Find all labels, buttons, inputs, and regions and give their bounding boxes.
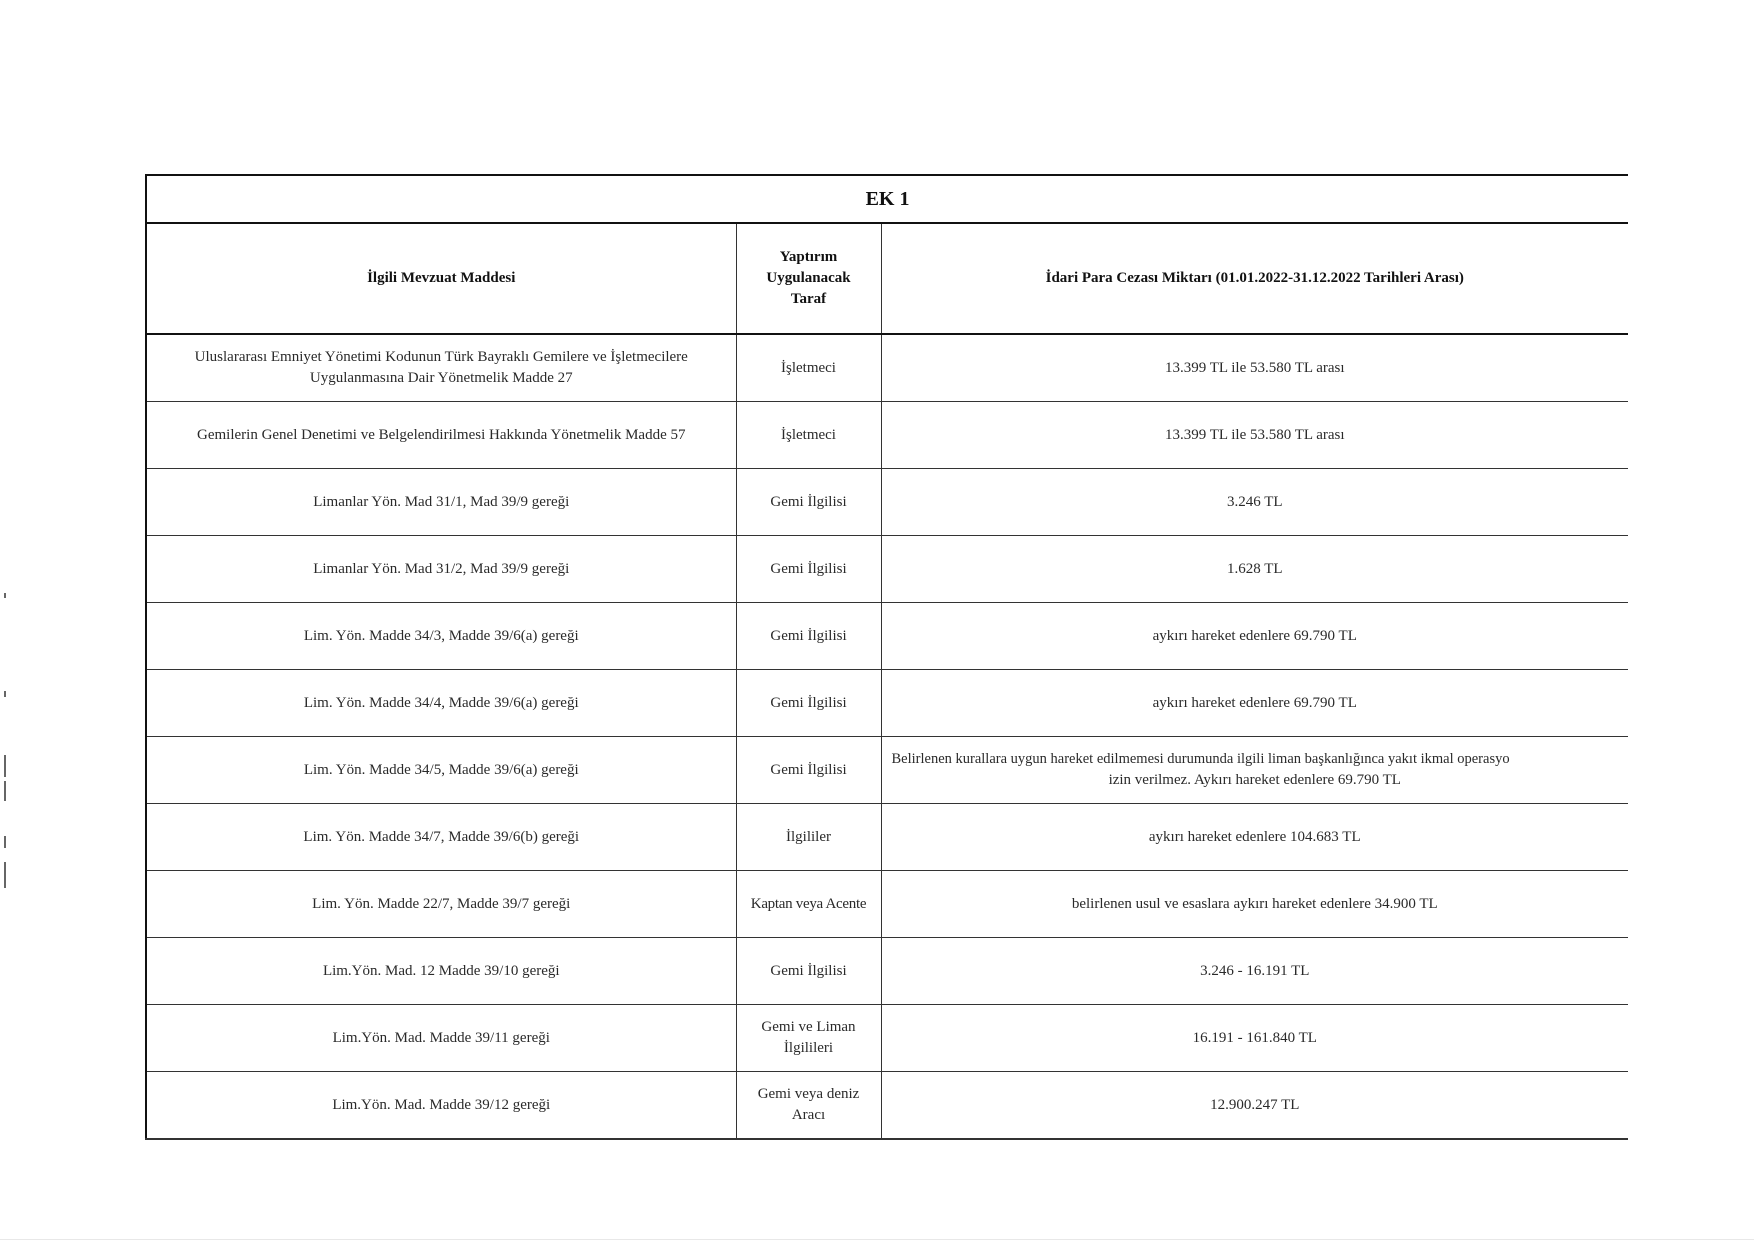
amount-cell: 3.246 TL [881, 469, 1628, 536]
party-cell: Gemi İlgilisi [736, 603, 881, 670]
amount-cell: 1.628 TL [881, 536, 1628, 603]
penalty-table [145, 174, 1628, 1140]
table-header-row [146, 223, 1628, 334]
header-amount: İdari Para Cezası Miktarı (01.01.2022-31.12.2022 Tarihleri Arası) [881, 223, 1628, 334]
regulation-cell: Lim.Yön. Mad. Madde 39/12 gereği [146, 1072, 736, 1140]
regulation-cell: Lim. Yön. Madde 34/3, Madde 39/6(a) gereği [146, 603, 736, 670]
regulation-cell: Lim. Yön. Madde 34/7, Madde 39/6(b) gereği [146, 804, 736, 871]
regulation-cell: Lim.Yön. Mad. Madde 39/11 gereği [146, 1005, 736, 1072]
party-cell: İlgililer [736, 804, 881, 871]
party-cell: Gemi İlgilisi [736, 469, 881, 536]
amount-cell: 12.900.247 TL [881, 1072, 1628, 1140]
party-cell: Gemi İlgilisi [736, 737, 881, 804]
party-cell: Gemi İlgilisi [736, 536, 881, 603]
table-row [146, 334, 1628, 402]
scan-mark [4, 755, 6, 777]
party-cell: Gemi İlgilisi [736, 670, 881, 737]
party-cell: İşletmeci [736, 334, 881, 402]
scan-mark [4, 781, 6, 801]
table-title-row [146, 175, 1628, 223]
table-row [146, 1072, 1628, 1140]
party-cell: Gemi veya deniz Aracı [736, 1072, 881, 1140]
table-row [146, 402, 1628, 469]
amount-cell: 13.399 TL ile 53.580 TL arası [881, 334, 1628, 402]
header-regulation: İlgili Mevzuat Maddesi [146, 223, 736, 334]
amount-line-2: izin verilmez. Aykırı hareket edenlere 69.790 TL [1108, 772, 1401, 788]
regulation-cell: Uluslararası Emniyet Yönetimi Kodunun Türk Bayraklı Gemilere ve İşletmecilere Uygulanmasına Dair Yönetmelik Madde 27 [146, 334, 736, 402]
regulation-cell: Lim. Yön. Madde 34/5, Madde 39/6(a) gereği [146, 737, 736, 804]
table-row [146, 603, 1628, 670]
table-row [146, 737, 1628, 804]
regulation-cell: Limanlar Yön. Mad 31/1, Mad 39/9 gereği [146, 469, 736, 536]
party-cell: İşletmeci [736, 402, 881, 469]
header-party: Yaptırım Uygulanacak Taraf [736, 223, 881, 334]
scan-mark [4, 836, 6, 848]
table-row [146, 938, 1628, 1005]
scan-mark [4, 691, 6, 697]
party-cell: Gemi ve Liman İlgilileri [736, 1005, 881, 1072]
amount-cell [881, 737, 1628, 804]
table-row [146, 871, 1628, 938]
amount-cell: aykırı hareket edenlere 69.790 TL [881, 603, 1628, 670]
table-row [146, 1005, 1628, 1072]
party-cell: Kaptan veya Acente [736, 871, 881, 938]
regulation-cell: Lim. Yön. Madde 34/4, Madde 39/6(a) gereği [146, 670, 736, 737]
document-title: EK 1 [146, 175, 1628, 223]
amount-line-1: Belirlenen kurallara uygun hareket edilmemesi durumunda ilgili liman başkanlığınca yakıt ikmal operasyo [891, 751, 1510, 767]
amount-cell: 3.246 - 16.191 TL [881, 938, 1628, 1005]
table-row [146, 670, 1628, 737]
regulation-cell: Lim.Yön. Mad. 12 Madde 39/10 gereği [146, 938, 736, 1005]
regulation-cell: Gemilerin Genel Denetimi ve Belgelendirilmesi Hakkında Yönetmelik Madde 57 [146, 402, 736, 469]
amount-cell: aykırı hareket edenlere 104.683 TL [881, 804, 1628, 871]
amount-cell: aykırı hareket edenlere 69.790 TL [881, 670, 1628, 737]
amount-cell: 16.191 - 161.840 TL [881, 1005, 1628, 1072]
regulation-cell: Lim. Yön. Madde 22/7, Madde 39/7 gereği [146, 871, 736, 938]
regulation-cell: Limanlar Yön. Mad 31/2, Mad 39/9 gereği [146, 536, 736, 603]
scan-mark [4, 593, 6, 598]
amount-cell: 13.399 TL ile 53.580 TL arası [881, 402, 1628, 469]
amount-cell: belirlenen usul ve esaslara aykırı hareket edenlere 34.900 TL [881, 871, 1628, 938]
table-row [146, 536, 1628, 603]
party-cell: Gemi İlgilisi [736, 938, 881, 1005]
table-row [146, 804, 1628, 871]
table-row [146, 469, 1628, 536]
scan-mark [4, 862, 6, 888]
